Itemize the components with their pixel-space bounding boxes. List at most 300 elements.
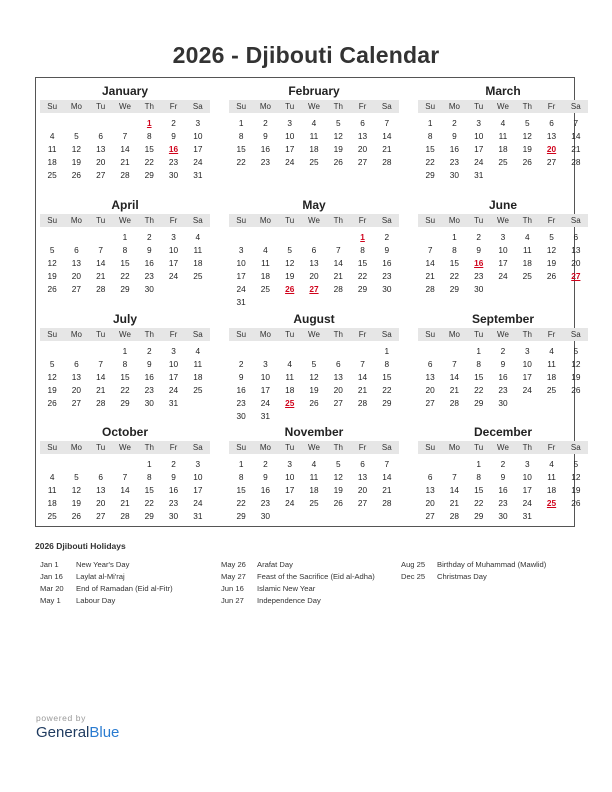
day-cell: 30 (236, 411, 246, 421)
day-cell: 1 (452, 232, 457, 242)
weekday-label: Su (236, 102, 247, 111)
day-cell: 3 (287, 118, 293, 128)
week-row (418, 497, 588, 510)
day-cell: 7 (384, 118, 390, 128)
day-cell: 3 (524, 346, 530, 356)
week-row (229, 143, 399, 156)
day-cell: 29 (449, 284, 460, 294)
holiday-row (40, 559, 173, 571)
day-cell: 15 (236, 144, 246, 154)
weekday-label: Th (522, 330, 532, 339)
month-days (40, 458, 210, 523)
day-cell: 17 (474, 144, 484, 154)
week-row (418, 283, 588, 296)
day-cell: 7 (427, 245, 433, 255)
day-cell: 28 (449, 511, 460, 521)
day-cell: 11 (285, 372, 295, 382)
day-cell: 4 (311, 459, 317, 469)
day-cell: 3 (171, 346, 176, 356)
empty-cell (564, 283, 588, 296)
day-cell: 31 (522, 511, 532, 521)
day-cell: 27 (425, 511, 435, 521)
day-cell: 16 (260, 485, 271, 495)
day-cell: 26 (47, 398, 57, 408)
day-cell: 29 (425, 170, 435, 180)
day-cell: 12 (47, 258, 57, 268)
day-cell: 27 (96, 170, 106, 180)
week-row (40, 510, 210, 523)
week-row (40, 169, 210, 182)
day-cell: 14 (96, 258, 106, 268)
week-row (229, 458, 399, 471)
day-cell: 18 (309, 485, 319, 495)
weekday-label: Mo (448, 102, 460, 111)
week-row (229, 371, 399, 384)
day-cell: 17 (236, 271, 246, 281)
day-cell: 2 (263, 459, 268, 469)
weekday-label: Su (47, 102, 58, 111)
weekday-header (40, 100, 210, 113)
day-cell: 28 (382, 498, 392, 508)
day-cell: 10 (285, 472, 295, 482)
day-cell: 23 (449, 157, 460, 167)
day-cell: 12 (285, 258, 295, 268)
weekday-label: Th (522, 443, 532, 452)
day-cell: 9 (263, 131, 268, 141)
day-cell: 23 (236, 398, 246, 408)
day-cell: 18 (522, 258, 532, 268)
day-cell: 5 (287, 245, 293, 255)
week-row (40, 384, 210, 397)
empty-cell (89, 117, 113, 130)
week-row (40, 345, 210, 358)
holiday-name: Arafat Day (257, 560, 293, 569)
day-cell: 23 (144, 271, 154, 281)
day-cell: 28 (96, 398, 106, 408)
weekday-label: We (119, 216, 131, 225)
day-cell: 24 (498, 271, 508, 281)
month-name: July (112, 312, 137, 326)
holiday-row (40, 583, 173, 595)
day-cell: 1 (384, 346, 390, 356)
day-cell: 28 (96, 284, 106, 294)
day-cell: 28 (571, 157, 581, 167)
day-cell: 15 (120, 372, 130, 382)
empty-cell (491, 169, 515, 182)
week-row (40, 397, 210, 410)
month-days (229, 117, 399, 169)
day-cell: 11 (193, 245, 203, 255)
empty-cell (278, 510, 302, 523)
day-cell: 8 (238, 131, 244, 141)
day-cell: 1 (146, 459, 152, 469)
day-cell: 21 (382, 144, 392, 154)
weekday-label: We (308, 443, 320, 452)
day-cell: 12 (522, 131, 532, 141)
day-cell: 27 (546, 157, 557, 167)
month-june (418, 194, 588, 304)
weekday-label: Th (144, 443, 154, 452)
week-row (40, 497, 210, 510)
day-cell: 20 (96, 498, 106, 508)
weekday-label: Mo (448, 443, 460, 452)
day-cell: 2 (452, 118, 457, 128)
day-cell: 18 (498, 144, 508, 154)
day-cell: 11 (522, 245, 532, 255)
day-cell: 11 (47, 485, 57, 495)
weekday-label: Tu (285, 443, 295, 452)
month-name: January (101, 84, 149, 98)
day-cell: 3 (500, 232, 506, 242)
day-cell: 17 (522, 485, 532, 495)
day-cell: 5 (573, 346, 579, 356)
day-cell: 14 (382, 472, 392, 482)
day-cell: 21 (96, 271, 106, 281)
weekday-label: Fr (358, 102, 367, 111)
weekday-label: We (497, 216, 509, 225)
weekday-label: Mo (448, 216, 460, 225)
day-cell: 6 (98, 131, 104, 141)
day-cell: 17 (260, 385, 271, 395)
weekday-label: Mo (70, 216, 82, 225)
weekday-label: Su (47, 443, 58, 452)
day-cell: 3 (195, 459, 201, 469)
day-cell: 19 (71, 157, 82, 167)
week-row (229, 484, 399, 497)
day-cell: 24 (522, 385, 532, 395)
week-row (418, 458, 588, 471)
day-cell: 8 (476, 472, 482, 482)
weekday-label: Mo (259, 102, 271, 111)
empty-cell (302, 345, 326, 358)
day-cell: 9 (146, 245, 152, 255)
day-cell: 5 (311, 359, 317, 369)
day-cell: 9 (146, 359, 152, 369)
empty-cell (89, 458, 113, 471)
weekday-label: Tu (96, 216, 106, 225)
day-cell: 13 (96, 144, 106, 154)
holiday-date: Jan 1 (40, 560, 59, 569)
day-cell: 27 (357, 498, 368, 508)
weekday-header (229, 100, 399, 113)
day-cell: 8 (146, 472, 152, 482)
day-cell: 21 (425, 271, 435, 281)
day-cell: 29 (474, 398, 484, 408)
day-cell: 3 (263, 359, 268, 369)
day-cell: 26 (71, 170, 82, 180)
weekday-label: Sa (570, 102, 581, 111)
day-cell: 29 (357, 284, 368, 294)
week-row (229, 244, 399, 257)
page-title: 2026 - Djibouti Calendar (172, 42, 440, 68)
day-cell: 11 (498, 131, 508, 141)
weekday-label: Fr (169, 330, 178, 339)
weekday-label: Su (425, 102, 436, 111)
day-cell: 13 (96, 485, 106, 495)
day-cell: 18 (260, 271, 271, 281)
week-row (40, 143, 210, 156)
weekday-label: Fr (547, 330, 556, 339)
holiday-day-cell: 1 (360, 232, 365, 242)
weekday-label: Mo (70, 102, 82, 111)
month-name: August (293, 312, 335, 326)
empty-cell (64, 231, 88, 244)
day-cell: 1 (238, 459, 244, 469)
day-cell: 7 (452, 472, 457, 482)
day-cell: 19 (309, 385, 319, 395)
week-row (418, 384, 588, 397)
day-cell: 28 (449, 398, 460, 408)
day-cell: 24 (260, 398, 271, 408)
weekday-label: Tu (474, 443, 484, 452)
holiday-date: Dec 25 (401, 572, 426, 581)
weekday-label: Th (333, 216, 343, 225)
weekday-label: Th (144, 102, 154, 111)
day-cell: 23 (168, 498, 179, 508)
week-row (229, 156, 399, 169)
month-days (40, 231, 210, 296)
empty-cell (564, 397, 588, 410)
holiday-date: Mar 20 (40, 584, 64, 593)
week-row (229, 270, 399, 283)
weekday-label: Sa (381, 443, 392, 452)
day-cell: 24 (168, 271, 179, 281)
day-cell: 28 (357, 398, 368, 408)
day-cell: 20 (425, 385, 435, 395)
month-days (229, 458, 399, 523)
week-row (40, 130, 210, 143)
day-cell: 4 (500, 118, 506, 128)
weekday-label: Mo (259, 443, 271, 452)
month-september (418, 308, 588, 418)
weekday-label: Fr (358, 216, 367, 225)
week-row (418, 397, 588, 410)
weekday-label: Su (236, 330, 247, 339)
day-cell: 6 (74, 359, 79, 369)
day-cell: 20 (357, 485, 368, 495)
empty-cell (161, 283, 185, 296)
weekday-header (229, 441, 399, 454)
weekday-label: We (119, 330, 131, 339)
week-row (229, 257, 399, 270)
empty-cell (539, 169, 563, 182)
day-cell: 18 (546, 372, 557, 382)
day-cell: 2 (146, 232, 152, 242)
day-cell: 24 (285, 498, 295, 508)
week-row (418, 371, 588, 384)
day-cell: 6 (573, 232, 579, 242)
day-cell: 12 (47, 372, 57, 382)
day-cell: 8 (122, 359, 128, 369)
day-cell: 10 (498, 245, 508, 255)
weekday-label: We (119, 102, 131, 111)
day-cell: 16 (144, 372, 154, 382)
day-cell: 22 (144, 498, 154, 508)
day-cell: 15 (449, 258, 460, 268)
day-cell: 23 (260, 498, 271, 508)
day-cell: 12 (546, 245, 557, 255)
empty-cell (539, 397, 563, 410)
day-cell: 29 (144, 170, 154, 180)
week-row (418, 130, 588, 143)
holiday-name: Independence Day (257, 596, 321, 605)
weekday-label: Fr (358, 443, 367, 452)
week-row (40, 358, 210, 371)
weekday-label: Tu (474, 330, 484, 339)
day-cell: 14 (333, 258, 343, 268)
day-cell: 24 (522, 498, 532, 508)
day-cell: 12 (333, 131, 343, 141)
day-cell: 16 (260, 144, 271, 154)
week-row (229, 497, 399, 510)
day-cell: 24 (168, 385, 179, 395)
day-cell: 4 (287, 359, 293, 369)
day-cell: 29 (382, 398, 392, 408)
day-cell: 7 (384, 459, 390, 469)
day-cell: 19 (71, 498, 82, 508)
holiday-date: May 26 (221, 560, 246, 569)
day-cell: 30 (498, 398, 508, 408)
day-cell: 20 (71, 385, 82, 395)
day-cell: 16 (144, 258, 154, 268)
holiday-day-cell: 27 (309, 284, 319, 294)
holiday-row (221, 559, 375, 571)
day-cell: 31 (193, 170, 203, 180)
weekday-header (229, 214, 399, 227)
day-cell: 17 (285, 144, 295, 154)
week-row (418, 143, 588, 156)
empty-cell (186, 397, 210, 410)
day-cell: 13 (546, 131, 557, 141)
weekday-label: Tu (96, 443, 106, 452)
day-cell: 23 (168, 157, 179, 167)
day-cell: 19 (333, 144, 343, 154)
week-row (40, 244, 210, 257)
day-cell: 11 (193, 359, 203, 369)
day-cell: 7 (573, 118, 579, 128)
month-name: October (101, 425, 148, 439)
weekday-label: Sa (192, 330, 203, 339)
weekday-label: Su (47, 216, 58, 225)
day-cell: 30 (474, 284, 484, 294)
day-cell: 25 (309, 157, 319, 167)
empty-cell (350, 510, 374, 523)
day-cell: 6 (74, 245, 79, 255)
calendar-grid-frame (35, 77, 581, 527)
holiday-date: Aug 25 (401, 560, 426, 569)
day-cell: 11 (309, 131, 319, 141)
day-cell: 21 (449, 385, 460, 395)
day-cell: 30 (449, 170, 460, 180)
weekday-label: We (497, 102, 509, 111)
day-cell: 8 (360, 245, 365, 255)
day-cell: 14 (425, 258, 435, 268)
day-cell: 7 (335, 245, 341, 255)
day-cell: 13 (71, 372, 82, 382)
holiday-name: End of Ramadan (Eid al-Fitr) (76, 584, 173, 593)
day-cell: 26 (522, 157, 532, 167)
day-cell: 10 (474, 131, 484, 141)
weekday-header (40, 441, 210, 454)
day-cell: 30 (168, 170, 179, 180)
holiday-day-cell: 16 (474, 258, 484, 268)
day-cell: 2 (500, 459, 506, 469)
empty-cell (515, 169, 539, 182)
day-cell: 27 (71, 284, 82, 294)
week-row (40, 231, 210, 244)
week-row (229, 231, 399, 244)
weekday-label: We (308, 216, 320, 225)
day-cell: 17 (285, 485, 295, 495)
day-cell: 28 (120, 511, 130, 521)
day-cell: 18 (546, 485, 557, 495)
brand-blue: Blue (89, 724, 120, 741)
month-november (229, 421, 399, 531)
empty-cell (539, 283, 563, 296)
day-cell: 10 (168, 359, 179, 369)
holiday-row (401, 571, 546, 583)
generalblue-logo[interactable] (36, 724, 119, 741)
day-cell: 4 (524, 232, 530, 242)
holiday-column (221, 559, 375, 607)
day-cell: 8 (384, 359, 390, 369)
day-cell: 22 (236, 157, 246, 167)
day-cell: 31 (474, 170, 484, 180)
day-cell: 6 (360, 118, 365, 128)
month-august (229, 308, 399, 421)
day-cell: 3 (524, 459, 530, 469)
month-days (418, 117, 588, 182)
day-cell: 5 (49, 359, 55, 369)
day-cell: 6 (98, 472, 104, 482)
day-cell: 3 (195, 118, 201, 128)
week-row (40, 283, 210, 296)
day-cell: 15 (120, 258, 130, 268)
day-cell: 23 (474, 271, 484, 281)
day-cell: 13 (357, 472, 368, 482)
week-row (418, 244, 588, 257)
week-row (229, 471, 399, 484)
day-cell: 9 (500, 472, 506, 482)
day-cell: 29 (120, 398, 130, 408)
day-cell: 4 (263, 245, 268, 255)
day-cell: 25 (193, 271, 203, 281)
day-cell: 25 (193, 385, 203, 395)
weekday-label: Sa (381, 216, 392, 225)
week-row (418, 231, 588, 244)
day-cell: 30 (260, 511, 271, 521)
day-cell: 25 (260, 284, 271, 294)
day-cell: 29 (120, 284, 130, 294)
day-cell: 25 (47, 511, 57, 521)
day-cell: 15 (474, 485, 484, 495)
day-cell: 16 (236, 385, 246, 395)
day-cell: 19 (285, 271, 295, 281)
day-cell: 28 (382, 157, 392, 167)
week-row (229, 283, 399, 296)
weekday-header (418, 441, 588, 454)
day-cell: 13 (571, 245, 581, 255)
holiday-column (40, 559, 173, 607)
holiday-name: Islamic New Year (257, 584, 316, 593)
day-cell: 1 (122, 346, 128, 356)
day-cell: 24 (193, 498, 203, 508)
empty-cell (253, 345, 277, 358)
month-name: December (473, 425, 533, 439)
day-cell: 6 (360, 459, 365, 469)
week-row (40, 156, 210, 169)
day-cell: 1 (122, 232, 128, 242)
